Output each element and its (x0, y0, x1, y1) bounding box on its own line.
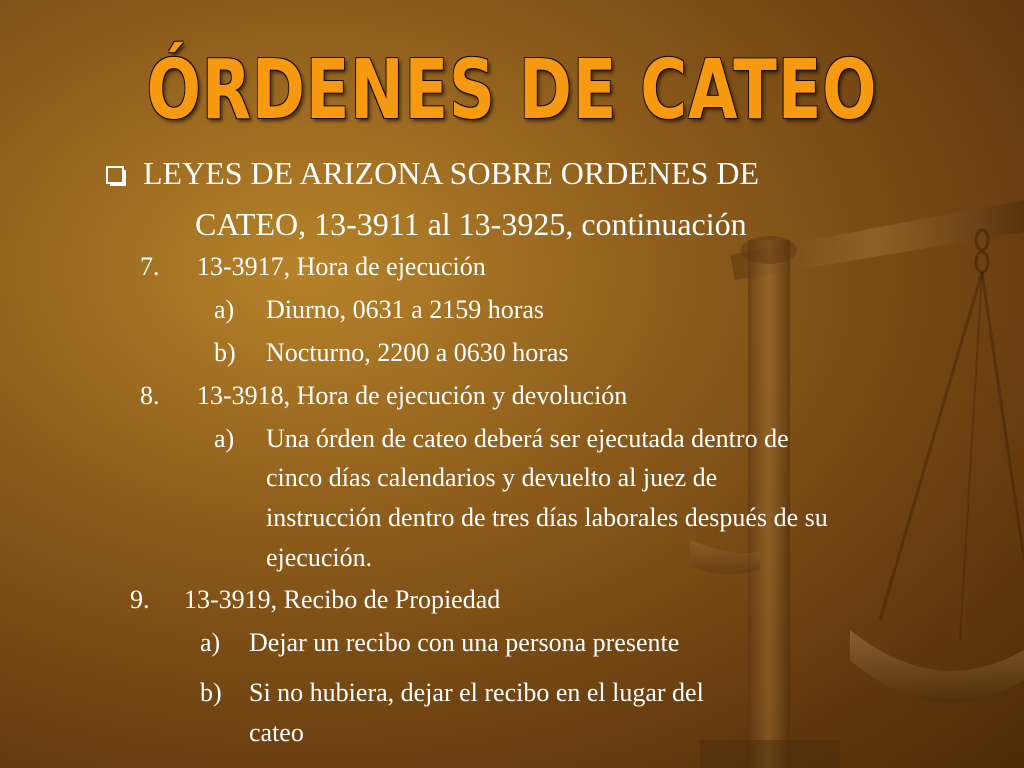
sub-text: Si no hubiera, dejar el recibo en el lugar del (249, 678, 704, 707)
heading-line-2: CATEO, 13-3911 al 13-3925, continuación (195, 206, 747, 242)
item-text: 13-3918, Hora de ejecución y devolución (197, 381, 628, 410)
sub-text: Diurno, 0631 a 2159 horas (266, 295, 545, 324)
sub-text: Nocturno, 2200 a 0630 horas (266, 338, 569, 367)
item-number: 7. (140, 252, 160, 281)
sub-marker: a) (214, 424, 235, 453)
item-text: 13-3919, Recibo de Propiedad (184, 585, 501, 614)
sub-marker: b) (200, 678, 222, 707)
slide-title: ÓRDENES DE CATEO (146, 43, 878, 138)
sub-text: cinco días calendarios y devuelto al juez de (266, 463, 718, 492)
square-bullet-icon (106, 166, 124, 184)
sub-text: Dejar un recibo con una persona presente (249, 628, 680, 657)
sub-text: instrucción dentro de tres días laborales después de su (266, 503, 828, 532)
sub-marker: b) (214, 338, 236, 367)
item-number: 9. (130, 585, 150, 614)
sub-text: Una órden de cateo deberá ser ejecutada dentro de (266, 424, 789, 453)
sub-marker: a) (200, 628, 221, 657)
sub-text: cateo (249, 718, 304, 747)
heading-line-1: LEYES DE ARIZONA SOBRE ORDENES DE (143, 155, 760, 191)
sub-marker: a) (214, 295, 235, 324)
item-number: 8. (140, 381, 160, 410)
item-text: 13-3917, Hora de ejecución (197, 252, 486, 281)
sub-text: ejecución. (266, 543, 373, 572)
